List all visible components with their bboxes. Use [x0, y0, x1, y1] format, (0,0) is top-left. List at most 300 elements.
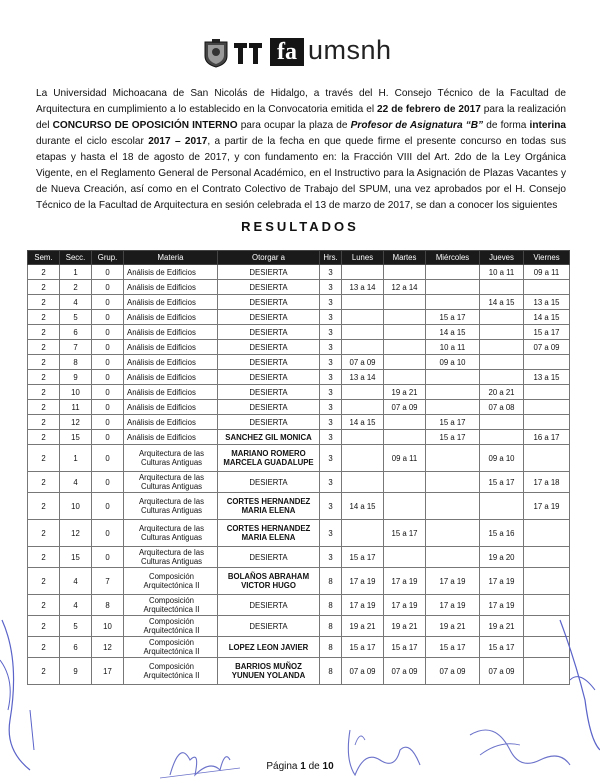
cell-jueves: 17 a 19 — [480, 595, 524, 616]
cell-martes: 19 a 21 — [384, 385, 426, 400]
cell-grup: 0 — [92, 430, 124, 445]
cell-jueves: 19 a 21 — [480, 616, 524, 637]
cell-jueves — [480, 430, 524, 445]
table-row — [28, 265, 570, 280]
cell-grup: 0 — [92, 493, 124, 520]
cell-grup: 8 — [92, 595, 124, 616]
cell-miercoles: 17 a 19 — [426, 595, 480, 616]
cell-lunes — [342, 472, 384, 493]
cell-jueves: 17 a 19 — [480, 568, 524, 595]
cell-martes — [384, 547, 426, 568]
cell-otorgar: CORTES HERNANDEZ MARIA ELENA — [218, 520, 320, 547]
cell-materia: Análisis de Edificios — [124, 340, 218, 355]
cell-sem: 2 — [28, 265, 60, 280]
cell-secc: 4 — [60, 595, 92, 616]
footer-of-word: de — [308, 761, 320, 772]
cell-grup: 0 — [92, 265, 124, 280]
cell-sem: 2 — [28, 520, 60, 547]
cell-grup: 0 — [92, 325, 124, 340]
table-row — [28, 637, 570, 658]
cell-otorgar: DESIERTA — [218, 340, 320, 355]
cell-miercoles: 10 a 11 — [426, 340, 480, 355]
cell-lunes — [342, 310, 384, 325]
footer-page-number: 1 — [300, 761, 306, 772]
cell-jueves — [480, 370, 524, 385]
cell-viernes: 16 a 17 — [524, 430, 570, 445]
cell-secc: 5 — [60, 616, 92, 637]
cell-sem: 2 — [28, 445, 60, 472]
table-row — [28, 616, 570, 637]
cell-miercoles: 17 a 19 — [426, 568, 480, 595]
cell-grup: 0 — [92, 472, 124, 493]
cell-materia: Análisis de Edificios — [124, 355, 218, 370]
cell-secc: 1 — [60, 265, 92, 280]
cell-viernes — [524, 547, 570, 568]
cell-viernes — [524, 400, 570, 415]
cell-lunes: 15 a 17 — [342, 547, 384, 568]
cell-hrs: 3 — [320, 325, 342, 340]
cell-viernes — [524, 658, 570, 685]
cell-hrs: 8 — [320, 568, 342, 595]
cell-secc: 1 — [60, 445, 92, 472]
table-row — [28, 472, 570, 493]
cell-viernes: 13 a 15 — [524, 295, 570, 310]
cell-jueves — [480, 340, 524, 355]
cell-miercoles: 15 a 17 — [426, 430, 480, 445]
cell-hrs: 3 — [320, 400, 342, 415]
header-otorgar: Otorgar a — [218, 251, 320, 265]
cell-jueves — [480, 493, 524, 520]
cell-jueves — [480, 355, 524, 370]
cell-lunes: 07 a 09 — [342, 355, 384, 370]
cell-viernes — [524, 385, 570, 400]
cell-viernes: 13 a 15 — [524, 370, 570, 385]
intro-contest-name: CONCURSO DE OPOSICIÓN INTERNO — [52, 120, 238, 131]
cell-grup: 0 — [92, 355, 124, 370]
cell-grup: 7 — [92, 568, 124, 595]
cell-lunes: 13 a 14 — [342, 280, 384, 295]
cell-otorgar: DESIERTA — [218, 595, 320, 616]
cell-materia: Arquitectura de las Culturas Antiguas — [124, 493, 218, 520]
cell-miercoles: 14 a 15 — [426, 325, 480, 340]
cell-viernes — [524, 520, 570, 547]
header-materia: Materia — [124, 251, 218, 265]
cell-miercoles: 15 a 17 — [426, 310, 480, 325]
cell-martes: 15 a 17 — [384, 637, 426, 658]
cell-materia: Arquitectura de las Culturas Antiguas — [124, 547, 218, 568]
cell-otorgar: DESIERTA — [218, 415, 320, 430]
cell-lunes: 17 a 19 — [342, 568, 384, 595]
cell-miercoles — [426, 445, 480, 472]
table-row — [28, 520, 570, 547]
cell-sem: 2 — [28, 385, 60, 400]
intro-text: para ocupar la plaza de — [237, 120, 351, 131]
cell-materia: Análisis de Edificios — [124, 430, 218, 445]
cell-martes — [384, 430, 426, 445]
university-seal-icon — [203, 38, 229, 68]
table-row — [28, 547, 570, 568]
cell-jueves: 19 a 20 — [480, 547, 524, 568]
table-row — [28, 568, 570, 595]
cell-secc: 11 — [60, 400, 92, 415]
cell-secc: 4 — [60, 472, 92, 493]
header-viernes: Viernes — [524, 251, 570, 265]
cell-hrs: 8 — [320, 616, 342, 637]
cell-jueves: 07 a 09 — [480, 658, 524, 685]
cell-secc: 8 — [60, 355, 92, 370]
cell-materia: Análisis de Edificios — [124, 295, 218, 310]
cell-sem: 2 — [28, 280, 60, 295]
cell-lunes: 19 a 21 — [342, 616, 384, 637]
cell-grup: 0 — [92, 400, 124, 415]
cell-hrs: 3 — [320, 385, 342, 400]
cell-sem: 2 — [28, 325, 60, 340]
cell-miercoles — [426, 280, 480, 295]
intro-text: durante el ciclo escolar — [36, 136, 149, 147]
cell-otorgar: DESIERTA — [218, 472, 320, 493]
cell-sem: 2 — [28, 415, 60, 430]
cell-materia: Análisis de Edificios — [124, 385, 218, 400]
intro-type: interina — [529, 120, 566, 131]
cell-jueves: 20 a 21 — [480, 385, 524, 400]
table-row — [28, 310, 570, 325]
cell-viernes — [524, 568, 570, 595]
cell-jueves: 14 a 15 — [480, 295, 524, 310]
cell-sem: 2 — [28, 568, 60, 595]
cell-secc: 6 — [60, 325, 92, 340]
cell-miercoles: 07 a 09 — [426, 658, 480, 685]
cell-secc: 15 — [60, 430, 92, 445]
cell-hrs: 3 — [320, 472, 342, 493]
table-row — [28, 340, 570, 355]
header-secc: Secc. — [60, 251, 92, 265]
cell-lunes — [342, 400, 384, 415]
architecture-logo-icon — [234, 41, 264, 65]
cell-martes — [384, 325, 426, 340]
cell-martes: 19 a 21 — [384, 616, 426, 637]
cell-materia: Arquitectura de las Culturas Antiguas — [124, 520, 218, 547]
cell-viernes — [524, 595, 570, 616]
cell-secc: 7 — [60, 340, 92, 355]
table-row — [28, 415, 570, 430]
cell-grup: 0 — [92, 310, 124, 325]
cell-martes: 09 a 11 — [384, 445, 426, 472]
cell-martes — [384, 493, 426, 520]
cell-grup: 0 — [92, 295, 124, 310]
cell-lunes: 14 a 15 — [342, 493, 384, 520]
cell-hrs: 3 — [320, 415, 342, 430]
intro-paragraph — [36, 86, 566, 214]
logo-bar — [0, 35, 600, 75]
cell-secc: 5 — [60, 310, 92, 325]
cell-jueves: 15 a 16 — [480, 520, 524, 547]
intro-text: , a partir de la fecha en que quede firme el presente concurso en todas sus etapas y hasta el 18 de agosto de 2017, y con fundamento en: la Fracción VIII del Art. 2do de la Ley Orgánica Vigente, en el Reglamento General de Personal Académico, en el Instructivo para la Asignación de Plazas Vacantes y de Nueva Creación, así como en el Contrato Colectivo de Trabajo del SPUM, una vez aprobados por el H. Consejo Técnico de la Facultad de Arquitectura en sesión celebrada el 13 de marzo de 2017, se dan a conocer los siguientes — [36, 136, 566, 211]
table-row — [28, 370, 570, 385]
cell-martes: 07 a 09 — [384, 400, 426, 415]
cell-otorgar: MARIANO ROMERO MARCELA GUADALUPE — [218, 445, 320, 472]
cell-jueves — [480, 325, 524, 340]
header-sem: Sem. — [28, 251, 60, 265]
cell-materia: Composición Arquitectónica II — [124, 568, 218, 595]
table-row — [28, 355, 570, 370]
cell-otorgar: DESIERTA — [218, 400, 320, 415]
cell-miercoles — [426, 295, 480, 310]
cell-materia: Composición Arquitectónica II — [124, 658, 218, 685]
cell-materia: Arquitectura de las Culturas Antiguas — [124, 445, 218, 472]
cell-secc: 4 — [60, 295, 92, 310]
cell-miercoles: 15 a 17 — [426, 415, 480, 430]
cell-secc: 15 — [60, 547, 92, 568]
intro-text: La Universidad Michoacana de San Nicolás de Hidalgo, a través del H. Consejo Técnico de la Facultad de Arquitectura en cumplimiento a lo establecido en la Convocatoria emitida el — [36, 88, 566, 115]
header-jueves: Jueves — [480, 251, 524, 265]
cell-hrs: 8 — [320, 658, 342, 685]
header-hrs: Hrs. — [320, 251, 342, 265]
cell-jueves: 10 a 11 — [480, 265, 524, 280]
cell-hrs: 3 — [320, 265, 342, 280]
cell-martes: 12 a 14 — [384, 280, 426, 295]
umsnh-logo-text: umsnh — [308, 35, 392, 65]
cell-grup: 17 — [92, 658, 124, 685]
cell-martes — [384, 472, 426, 493]
cell-otorgar: CORTES HERNANDEZ MARIA ELENA — [218, 493, 320, 520]
header-martes: Martes — [384, 251, 426, 265]
cell-sem: 2 — [28, 547, 60, 568]
cell-materia: Arquitectura de las Culturas Antiguas — [124, 472, 218, 493]
cell-viernes: 14 a 15 — [524, 310, 570, 325]
cell-otorgar: SANCHEZ GIL MONICA — [218, 430, 320, 445]
cell-sem: 2 — [28, 658, 60, 685]
cell-grup: 0 — [92, 445, 124, 472]
table-row — [28, 400, 570, 415]
cell-otorgar: DESIERTA — [218, 355, 320, 370]
cell-miercoles: 09 a 10 — [426, 355, 480, 370]
table-row — [28, 385, 570, 400]
cell-sem: 2 — [28, 295, 60, 310]
cell-materia: Análisis de Edificios — [124, 370, 218, 385]
cell-materia: Análisis de Edificios — [124, 280, 218, 295]
cell-martes: 17 a 19 — [384, 595, 426, 616]
cell-lunes — [342, 445, 384, 472]
header-miercoles: Miércoles — [426, 251, 480, 265]
cell-grup: 0 — [92, 340, 124, 355]
cell-materia: Análisis de Edificios — [124, 310, 218, 325]
cell-jueves: 09 a 10 — [480, 445, 524, 472]
table-row — [28, 595, 570, 616]
cell-sem: 2 — [28, 472, 60, 493]
cell-sem: 2 — [28, 616, 60, 637]
cell-otorgar: DESIERTA — [218, 385, 320, 400]
cell-lunes — [342, 325, 384, 340]
cell-martes — [384, 310, 426, 325]
footer-page-total: 10 — [322, 761, 334, 772]
intro-text: de forma — [483, 120, 530, 131]
cell-otorgar: DESIERTA — [218, 280, 320, 295]
cell-martes — [384, 295, 426, 310]
table-row — [28, 658, 570, 685]
cell-hrs: 3 — [320, 280, 342, 295]
cell-jueves — [480, 310, 524, 325]
cell-viernes — [524, 445, 570, 472]
results-table — [27, 250, 570, 685]
cell-jueves: 07 a 08 — [480, 400, 524, 415]
table-row — [28, 295, 570, 310]
cell-martes: 07 a 09 — [384, 658, 426, 685]
cell-hrs: 8 — [320, 637, 342, 658]
page-footer — [0, 761, 600, 772]
cell-materia: Análisis de Edificios — [124, 265, 218, 280]
header-grup: Grup. — [92, 251, 124, 265]
cell-otorgar: DESIERTA — [218, 295, 320, 310]
cell-lunes: 17 a 19 — [342, 595, 384, 616]
cell-sem: 2 — [28, 340, 60, 355]
cell-otorgar: BARRIOS MUÑOZ YUNUEN YOLANDA — [218, 658, 320, 685]
table-header-row — [28, 251, 570, 265]
cell-hrs: 3 — [320, 295, 342, 310]
cell-miercoles — [426, 265, 480, 280]
cell-lunes: 14 a 15 — [342, 415, 384, 430]
cell-jueves: 15 a 17 — [480, 637, 524, 658]
cell-secc: 6 — [60, 637, 92, 658]
cell-materia: Composición Arquitectónica II — [124, 637, 218, 658]
cell-miercoles — [426, 493, 480, 520]
cell-hrs: 3 — [320, 430, 342, 445]
cell-martes — [384, 340, 426, 355]
cell-lunes: 15 a 17 — [342, 637, 384, 658]
cell-hrs: 3 — [320, 310, 342, 325]
cell-sem: 2 — [28, 430, 60, 445]
cell-otorgar: DESIERTA — [218, 547, 320, 568]
table-row — [28, 445, 570, 472]
faculty-logo: fa — [270, 38, 304, 66]
intro-position: Profesor de Asignatura “B” — [350, 120, 484, 131]
table-row — [28, 325, 570, 340]
cell-miercoles: 19 a 21 — [426, 616, 480, 637]
cell-martes — [384, 415, 426, 430]
cell-secc: 4 — [60, 568, 92, 595]
cell-grup: 12 — [92, 637, 124, 658]
cell-otorgar: BOLAÑOS ABRAHAM VICTOR HUGO — [218, 568, 320, 595]
cell-materia: Composición Arquitectónica II — [124, 595, 218, 616]
cell-grup: 10 — [92, 616, 124, 637]
cell-grup: 0 — [92, 370, 124, 385]
cell-lunes — [342, 340, 384, 355]
cell-hrs: 3 — [320, 355, 342, 370]
cell-sem: 2 — [28, 637, 60, 658]
cell-lunes — [342, 265, 384, 280]
results-title: RESULTADOS — [241, 219, 359, 234]
cell-lunes — [342, 430, 384, 445]
cell-viernes — [524, 637, 570, 658]
cell-sem: 2 — [28, 595, 60, 616]
cell-otorgar: DESIERTA — [218, 616, 320, 637]
cell-sem: 2 — [28, 355, 60, 370]
cell-viernes — [524, 355, 570, 370]
cell-grup: 0 — [92, 520, 124, 547]
cell-viernes: 07 a 09 — [524, 340, 570, 355]
cell-hrs: 3 — [320, 340, 342, 355]
table-body — [28, 265, 570, 685]
cell-jueves — [480, 280, 524, 295]
cell-secc: 12 — [60, 415, 92, 430]
cell-secc: 10 — [60, 493, 92, 520]
cell-lunes: 07 a 09 — [342, 658, 384, 685]
cell-martes — [384, 355, 426, 370]
cell-otorgar: DESIERTA — [218, 310, 320, 325]
intro-date: 22 de febrero de 2017 — [377, 104, 481, 115]
cell-otorgar: DESIERTA — [218, 325, 320, 340]
cell-secc: 12 — [60, 520, 92, 547]
cell-materia: Análisis de Edificios — [124, 400, 218, 415]
cell-materia: Composición Arquitectónica II — [124, 616, 218, 637]
cell-materia: Análisis de Edificios — [124, 325, 218, 340]
cell-grup: 0 — [92, 547, 124, 568]
cell-secc: 9 — [60, 370, 92, 385]
cell-hrs: 3 — [320, 547, 342, 568]
cell-hrs: 3 — [320, 445, 342, 472]
cell-otorgar: DESIERTA — [218, 265, 320, 280]
cell-hrs: 3 — [320, 493, 342, 520]
cell-viernes: 15 a 17 — [524, 325, 570, 340]
cell-viernes: 09 a 11 — [524, 265, 570, 280]
header-lunes: Lunes — [342, 251, 384, 265]
footer-page-word: Página — [266, 761, 298, 772]
cell-miercoles — [426, 385, 480, 400]
table-row — [28, 493, 570, 520]
cell-hrs: 3 — [320, 520, 342, 547]
cell-lunes — [342, 295, 384, 310]
cell-hrs: 3 — [320, 370, 342, 385]
cell-viernes: 17 a 19 — [524, 493, 570, 520]
cell-lunes — [342, 385, 384, 400]
cell-miercoles: 15 a 17 — [426, 637, 480, 658]
cell-miercoles — [426, 400, 480, 415]
cell-grup: 0 — [92, 280, 124, 295]
cell-secc: 2 — [60, 280, 92, 295]
cell-viernes — [524, 415, 570, 430]
cell-materia: Análisis de Edificios — [124, 415, 218, 430]
cell-viernes — [524, 280, 570, 295]
cell-martes — [384, 265, 426, 280]
cell-miercoles — [426, 370, 480, 385]
cell-hrs: 8 — [320, 595, 342, 616]
cell-miercoles — [426, 472, 480, 493]
cell-sem: 2 — [28, 400, 60, 415]
cell-miercoles — [426, 520, 480, 547]
cell-sem: 2 — [28, 310, 60, 325]
cell-otorgar: DESIERTA — [218, 370, 320, 385]
cell-jueves: 15 a 17 — [480, 472, 524, 493]
cell-sem: 2 — [28, 493, 60, 520]
cell-viernes: 17 a 18 — [524, 472, 570, 493]
cell-secc: 9 — [60, 658, 92, 685]
intro-text: para la realización del — [36, 104, 566, 131]
cell-martes — [384, 370, 426, 385]
cell-jueves — [480, 415, 524, 430]
table-row — [28, 280, 570, 295]
cell-grup: 0 — [92, 385, 124, 400]
cell-martes: 15 a 17 — [384, 520, 426, 547]
cell-otorgar: LOPEZ LEON JAVIER — [218, 637, 320, 658]
intro-cycle: 2017 – 2017 — [148, 136, 208, 147]
cell-sem: 2 — [28, 370, 60, 385]
cell-lunes: 13 a 14 — [342, 370, 384, 385]
cell-viernes — [524, 616, 570, 637]
cell-secc: 10 — [60, 385, 92, 400]
cell-grup: 0 — [92, 415, 124, 430]
cell-lunes — [342, 520, 384, 547]
cell-martes: 17 a 19 — [384, 568, 426, 595]
cell-miercoles — [426, 547, 480, 568]
